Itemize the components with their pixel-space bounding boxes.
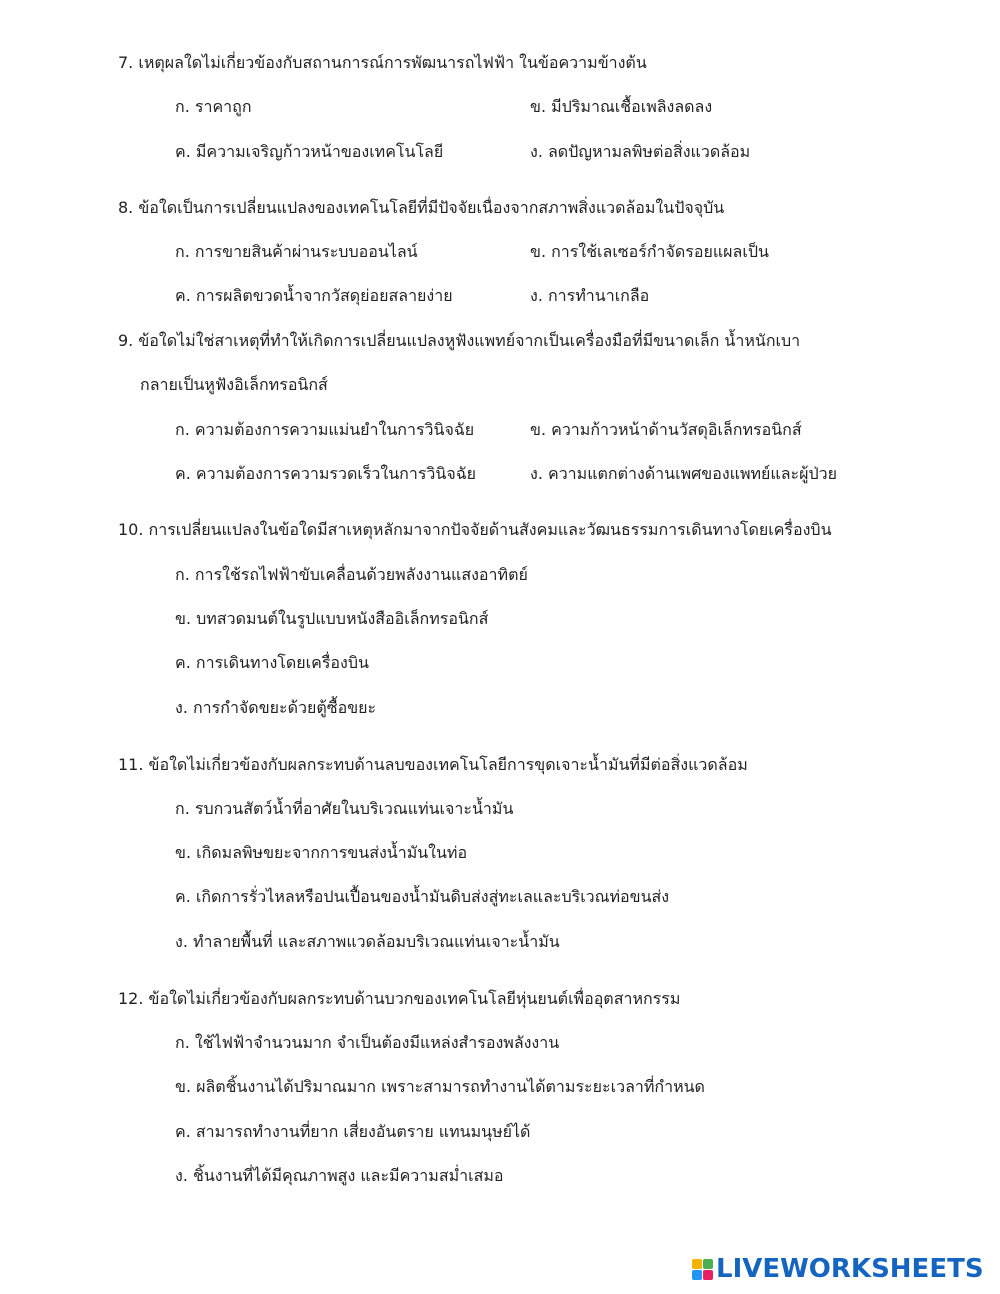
question-11: 11. ข้อใดไม่เกี่ยวข้องกับผลกระทบด้านลบของเทคโนโลยีการขุดเจาะน้ำมันที่มีต่อสิ่งแวดล้อม — [118, 755, 748, 774]
q7-option-d[interactable]: ง. ลดปัญหามลพิษต่อสิ่งแวดล้อม — [530, 142, 751, 161]
question-9-continued: กลายเป็นหูฟังอิเล็กทรอนิกส์ — [140, 375, 328, 394]
q8-option-c[interactable]: ค. การผลิตขวดน้ำจากวัสดุย่อยสลายง่าย — [175, 286, 453, 305]
q8-option-a[interactable]: ก. การขายสินค้าผ่านระบบออนไลน์ — [175, 242, 418, 261]
q11-option-a[interactable]: ก. รบกวนสัตว์น้ำที่อาศัยในบริเวณแท่นเจาะน้ำมัน — [175, 799, 514, 818]
q9-option-d[interactable]: ง. ความแตกต่างด้านเพศของแพทย์และผู้ป่วย — [530, 464, 838, 483]
q7-option-c[interactable]: ค. มีความเจริญก้าวหน้าของเทคโนโลยี — [175, 142, 444, 161]
q10-option-c[interactable]: ค. การเดินทางโดยเครื่องบิน — [175, 653, 369, 672]
q8-option-d[interactable]: ง. การทำนาเกลือ — [530, 286, 650, 305]
q11-option-b[interactable]: ข. เกิดมลพิษขยะจากการขนส่งน้ำมันในท่อ — [175, 843, 468, 862]
q12-option-c[interactable]: ค. สามารถทำงานที่ยาก เสี่ยงอันตราย แทนมนุษย์ได้ — [175, 1122, 531, 1141]
q11-option-c[interactable]: ค. เกิดการรั่วไหลหรือปนเปื้อนของน้ำมันดิบส่งสู่ทะเลและบริเวณท่อขนส่ง — [175, 887, 670, 906]
q12-option-d[interactable]: ง. ชิ้นงานที่ได้มีคุณภาพสูง และมีความสม่ำเสมอ — [175, 1166, 504, 1185]
q10-option-a[interactable]: ก. การใช้รถไฟฟ้าขับเคลื่อนด้วยพลังงานแสงอาทิตย์ — [175, 565, 528, 584]
q7-option-a[interactable]: ก. ราคาถูก — [175, 97, 252, 116]
q12-option-a[interactable]: ก. ใช้ไฟฟ้าจำนวนมาก จำเป็นต้องมีแหล่งสำรองพลังงาน — [175, 1033, 560, 1052]
logo-badge-icon — [692, 1259, 713, 1280]
q9-option-b[interactable]: ข. ความก้าวหน้าด้านวัสดุอิเล็กทรอนิกส์ — [530, 420, 802, 439]
question-9: 9. ข้อใดไม่ใช่สาเหตุที่ทำให้เกิดการเปลี่ยนแปลงหูฟังแพทย์จากเป็นเครื่องมือที่มีขนาดเล็ก น้ำหนักเบา — [118, 331, 801, 350]
logo-badge-cell — [703, 1259, 713, 1269]
question-8: 8. ข้อใดเป็นการเปลี่ยนแปลงของเทคโนโลยีที่มีปัจจัยเนื่องจากสภาพสิ่งแวดล้อมในปัจจุบัน — [118, 198, 725, 217]
logo-badge-cell — [692, 1270, 702, 1280]
q7-option-b[interactable]: ข. มีปริมาณเชื้อเพลิงลดลง — [530, 97, 713, 116]
logo-wordmark: LIVEWORKSHEETS — [716, 1254, 984, 1284]
q8-option-b[interactable]: ข. การใช้เลเซอร์กำจัดรอยแผลเป็น — [530, 242, 769, 261]
liveworksheets-logo — [692, 1254, 984, 1284]
q10-option-d[interactable]: ง. การกำจัดขยะด้วยตู้ซื้อขยะ — [175, 698, 377, 717]
question-7: 7. เหตุผลใดไม่เกี่ยวข้องกับสถานการณ์การพัฒนารถไฟฟ้า ในข้อความข้างต้น — [118, 53, 647, 72]
logo-badge-cell — [692, 1259, 702, 1269]
q9-option-c[interactable]: ค. ความต้องการความรวดเร็วในการวินิจฉัย — [175, 464, 476, 483]
q9-option-a[interactable]: ก. ความต้องการความแม่นยำในการวินิจฉัย — [175, 420, 475, 439]
question-10: 10. การเปลี่ยนแปลงในข้อใดมีสาเหตุหลักมาจากปัจจัยด้านสังคมและวัฒนธรรมการเดินทางโดยเครื่องบิน — [118, 520, 832, 539]
q11-option-d[interactable]: ง. ทำลายพื้นที่ และสภาพแวดล้อมบริเวณแท่นเจาะน้ำมัน — [175, 932, 560, 951]
logo-badge-cell — [703, 1270, 713, 1280]
q12-option-b[interactable]: ข. ผลิตชิ้นงานได้ปริมาณมาก เพราะสามารถทำงานได้ตามระยะเวลาที่กำหนด — [175, 1077, 705, 1096]
q10-option-b[interactable]: ข. บทสวดมนต์ในรูปแบบหนังสืออิเล็กทรอนิกส์ — [175, 609, 489, 628]
question-12: 12. ข้อใดไม่เกี่ยวข้องกับผลกระทบด้านบวกของเทคโนโลยีหุ่นยนต์เพื่ออุตสาหกรรม — [118, 989, 681, 1008]
